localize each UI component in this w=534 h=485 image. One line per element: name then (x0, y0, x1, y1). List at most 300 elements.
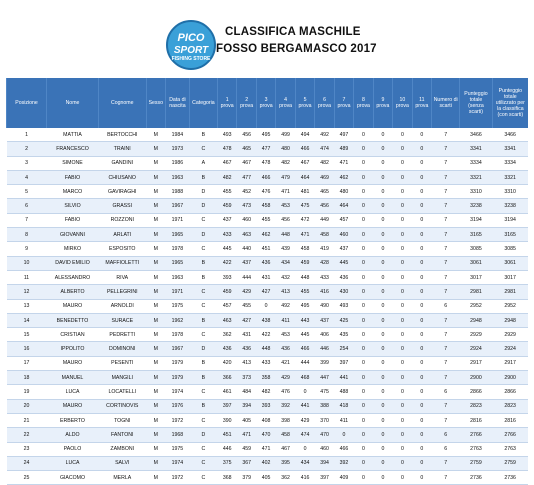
table-cell: 458 (256, 199, 275, 213)
column-header: 1 prova (217, 78, 236, 128)
logo-text-sport: SPORT (173, 45, 209, 56)
table-cell: 467 (295, 156, 314, 170)
table-cell: ARLATI (98, 228, 146, 242)
table-cell: 1988 (166, 185, 190, 199)
table-cell: 2900 (492, 371, 528, 385)
table-cell: 0 (393, 328, 412, 342)
table-cell: 0 (354, 270, 373, 284)
table-cell: 457 (217, 299, 236, 313)
table-cell: B (189, 371, 217, 385)
table-cell: 3310 (460, 185, 492, 199)
table-cell: 484 (237, 385, 256, 399)
table-cell: ALBERTO (47, 285, 99, 299)
table-cell: B (189, 313, 217, 327)
table-cell: C (189, 142, 217, 156)
table-cell: 0 (393, 413, 412, 427)
table-cell: MAFFIOLETTI (98, 256, 146, 270)
table-cell: 0 (373, 285, 392, 299)
table-cell: 0 (412, 313, 431, 327)
table-cell: 434 (295, 456, 314, 470)
table-cell: 7 (432, 328, 460, 342)
table-cell: SALVI (98, 456, 146, 470)
table-cell: 456 (276, 213, 295, 227)
table-cell: 471 (256, 442, 275, 456)
table-cell: 397 (334, 356, 353, 370)
table-cell: 17 (7, 356, 47, 370)
table-cell: 2 (7, 142, 47, 156)
table-cell: 0 (412, 428, 431, 442)
table-cell: 468 (295, 371, 314, 385)
table-cell: M (146, 342, 165, 356)
table-cell: 1 (7, 128, 47, 142)
table-row (7, 185, 529, 199)
table-cell: 445 (217, 242, 236, 256)
table-row (7, 342, 529, 356)
table-cell: C (189, 285, 217, 299)
table-cell: 429 (295, 413, 314, 427)
table-cell: 480 (276, 142, 295, 156)
table-cell: 0 (256, 299, 275, 313)
table-cell: 0 (393, 156, 412, 170)
table-cell: 436 (256, 256, 275, 270)
table-cell: 13 (7, 299, 47, 313)
table-cell: 7 (432, 170, 460, 184)
table-cell: 493 (217, 128, 236, 142)
table-cell: M (146, 442, 165, 456)
table-cell: 448 (295, 270, 314, 284)
table-cell: 467 (276, 442, 295, 456)
table-cell: 2866 (460, 385, 492, 399)
table-cell: 7 (432, 142, 460, 156)
table-cell: 3334 (460, 156, 492, 170)
table-cell: 0 (393, 371, 412, 385)
table-cell: M (146, 385, 165, 399)
table-cell: 479 (276, 170, 295, 184)
logo-text-pico: PICO (177, 32, 205, 44)
table-cell: 1971 (166, 213, 190, 227)
table-row (7, 442, 529, 456)
table-cell: 399 (315, 356, 334, 370)
column-header: 7 prova (334, 78, 353, 128)
table-cell: 467 (217, 156, 236, 170)
table-cell: 11 (7, 270, 47, 284)
table-cell: 488 (334, 385, 353, 399)
table-cell: 437 (217, 213, 236, 227)
table-cell: 398 (276, 413, 295, 427)
table-cell: 1972 (166, 413, 190, 427)
table-row (7, 270, 529, 284)
table-cell: 451 (217, 428, 236, 442)
table-cell: 1968 (166, 428, 190, 442)
table-cell: 392 (334, 456, 353, 470)
table-cell: PAOLO (47, 442, 99, 456)
table-cell: 470 (256, 428, 275, 442)
table-cell: 0 (354, 342, 373, 356)
table-cell: MERLA (98, 471, 146, 485)
table-cell: C (189, 213, 217, 227)
column-header: 11 prova (412, 78, 431, 128)
table-cell: 7 (432, 256, 460, 270)
table-cell: 475 (295, 199, 314, 213)
table-cell: 3341 (460, 142, 492, 156)
table-cell: 388 (315, 399, 334, 413)
table-cell: 431 (256, 270, 275, 284)
table-cell: 6 (432, 299, 460, 313)
table-cell: 0 (295, 385, 314, 399)
table-cell: 0 (354, 385, 373, 399)
page-title: CLASSIFICA MASCHILE (225, 26, 361, 38)
table-cell: DAVID EMILIO (47, 256, 99, 270)
table-cell: 394 (237, 399, 256, 413)
table-cell: M (146, 270, 165, 284)
table-cell: 490 (315, 299, 334, 313)
table-cell: 7 (432, 270, 460, 284)
table-cell: 416 (315, 285, 334, 299)
table-cell: M (146, 428, 165, 442)
table-cell: 3194 (460, 213, 492, 227)
table-cell: 462 (334, 170, 353, 184)
table-cell: 405 (237, 413, 256, 427)
table-cell: 469 (315, 170, 334, 184)
table-cell: 1967 (166, 199, 190, 213)
table-cell: 0 (354, 199, 373, 213)
table-cell: 471 (237, 428, 256, 442)
table-cell: 0 (373, 199, 392, 213)
table-cell: 446 (315, 342, 334, 356)
table-cell: 373 (237, 371, 256, 385)
table-cell: 0 (354, 371, 373, 385)
table-cell: D (189, 228, 217, 242)
table-cell: 2952 (492, 299, 528, 313)
table-cell: 471 (276, 185, 295, 199)
table-cell: FANTONI (98, 428, 146, 442)
table-cell: 0 (373, 428, 392, 442)
table-cell: 375 (217, 456, 236, 470)
table-cell: 1974 (166, 385, 190, 399)
table-cell: 430 (334, 285, 353, 299)
table-cell: 0 (412, 242, 431, 256)
table-cell: 0 (412, 213, 431, 227)
table-cell: 444 (295, 356, 314, 370)
table-cell: 0 (373, 356, 392, 370)
table-cell: 8 (7, 228, 47, 242)
page-subtitle: FOSSO BERGAMASCO 2017 (216, 43, 377, 55)
table-cell: MANGILI (98, 371, 146, 385)
table-cell: TOGNI (98, 413, 146, 427)
table-cell: 0 (373, 313, 392, 327)
table-cell: M (146, 456, 165, 470)
table-row (7, 456, 529, 470)
table-cell: 463 (237, 228, 256, 242)
table-cell: 495 (256, 128, 275, 142)
table-cell: 459 (217, 199, 236, 213)
table-cell: 1984 (166, 128, 190, 142)
table-cell: 418 (334, 399, 353, 413)
table-cell: 0 (373, 156, 392, 170)
table-cell: 436 (334, 270, 353, 284)
table-cell: 0 (373, 442, 392, 456)
table-cell: 0 (412, 328, 431, 342)
table-cell: 420 (217, 356, 236, 370)
table-cell: 478 (256, 156, 275, 170)
table-cell: 0 (373, 256, 392, 270)
table-cell: 459 (295, 256, 314, 270)
table-cell: 477 (237, 170, 256, 184)
table-cell: 1974 (166, 456, 190, 470)
table-cell: 413 (237, 356, 256, 370)
table-cell: 0 (354, 242, 373, 256)
table-cell: 0 (354, 185, 373, 199)
table-cell: D (189, 428, 217, 442)
table-cell: 1976 (166, 399, 190, 413)
table-cell: FABIO (47, 213, 99, 227)
table-cell: 413 (276, 285, 295, 299)
table-cell: 379 (237, 471, 256, 485)
table-cell: MATTIA (47, 128, 99, 142)
table-cell: 0 (393, 442, 412, 456)
table-cell: 1963 (166, 170, 190, 184)
table-cell: 475 (315, 385, 334, 399)
table-cell: 453 (276, 328, 295, 342)
table-cell: 431 (237, 328, 256, 342)
table-cell: 7 (432, 471, 460, 485)
table-cell: PESENTI (98, 356, 146, 370)
column-header: Punteggio totale utilizzato per la classifica (con scarti) (492, 78, 528, 128)
table-cell: 1975 (166, 442, 190, 456)
table-cell: 3017 (492, 270, 528, 284)
table-cell: 405 (256, 471, 275, 485)
table-cell: 23 (7, 442, 47, 456)
table-cell: 437 (334, 242, 353, 256)
table-cell: B (189, 356, 217, 370)
table-cell: 6 (432, 385, 460, 399)
table-cell: 482 (315, 156, 334, 170)
table-cell: 481 (295, 185, 314, 199)
table-cell: 476 (256, 185, 275, 199)
table-cell: 0 (393, 199, 412, 213)
table-cell: 0 (295, 442, 314, 456)
table-row (7, 371, 529, 385)
table-row (7, 242, 529, 256)
table-cell: 3085 (492, 242, 528, 256)
table-cell: 2759 (460, 456, 492, 470)
table-row (7, 128, 529, 142)
table-cell: CHIUSANO (98, 170, 146, 184)
table-cell: 482 (256, 385, 275, 399)
table-cell: 493 (334, 299, 353, 313)
table-cell: 437 (237, 256, 256, 270)
table-cell: 0 (354, 170, 373, 184)
table-cell: 463 (217, 313, 236, 327)
column-header: 10 prova (393, 78, 412, 128)
table-cell: 451 (256, 242, 275, 256)
table-cell: 492 (276, 299, 295, 313)
table-row (7, 299, 529, 313)
table-cell: 0 (373, 385, 392, 399)
table-cell: 437 (315, 313, 334, 327)
table-cell: 2900 (460, 371, 492, 385)
table-cell: 464 (295, 170, 314, 184)
table-cell: 370 (315, 413, 334, 427)
table-cell: 444 (237, 270, 256, 284)
table-cell: 464 (334, 199, 353, 213)
table-cell: 411 (276, 313, 295, 327)
table-cell: 409 (334, 471, 353, 485)
table-cell: 436 (217, 342, 236, 356)
table-cell: 0 (354, 442, 373, 456)
table-cell: 0 (354, 156, 373, 170)
table-cell: 2917 (460, 356, 492, 370)
table-cell: 411 (334, 413, 353, 427)
table-cell: 489 (334, 142, 353, 156)
table-cell: 0 (393, 270, 412, 284)
column-header: Punteggio totale (senza scarti) (460, 78, 492, 128)
table-cell: 406 (315, 328, 334, 342)
table-cell: 0 (393, 170, 412, 184)
table-cell: 3085 (460, 242, 492, 256)
table-cell: 1979 (166, 371, 190, 385)
table-cell: 3321 (492, 170, 528, 184)
table-cell: ZAMBONI (98, 442, 146, 456)
table-row (7, 399, 529, 413)
table-cell: 435 (334, 328, 353, 342)
table-row (7, 228, 529, 242)
table-cell: FABIO (47, 170, 99, 184)
table-cell: 460 (315, 442, 334, 456)
table-cell: 367 (237, 456, 256, 470)
table-cell: 455 (237, 299, 256, 313)
table-cell: 7 (432, 185, 460, 199)
table-row (7, 170, 529, 184)
table-cell: 0 (412, 270, 431, 284)
table-cell: 2763 (460, 442, 492, 456)
table-cell: ERBERTO (47, 413, 99, 427)
table-cell: 457 (334, 213, 353, 227)
table-cell: 3165 (492, 228, 528, 242)
table-cell: 2823 (492, 399, 528, 413)
table-cell: C (189, 413, 217, 427)
table-cell: 368 (217, 471, 236, 485)
table-cell: 0 (354, 356, 373, 370)
table-cell: 7 (432, 399, 460, 413)
table-cell: SILVIO (47, 199, 99, 213)
table-cell: 0 (373, 142, 392, 156)
table-cell: 408 (256, 413, 275, 427)
table-cell: 436 (276, 342, 295, 356)
table-cell: M (146, 356, 165, 370)
column-header: 9 prova (373, 78, 392, 128)
table-cell: M (146, 313, 165, 327)
table-cell: 0 (412, 170, 431, 184)
table-cell: M (146, 170, 165, 184)
table-cell: MANUEL (47, 371, 99, 385)
table-cell: 456 (315, 199, 334, 213)
table-cell: MAURO (47, 356, 99, 370)
table-cell: B (189, 256, 217, 270)
table-cell: 2924 (460, 342, 492, 356)
table-cell: 0 (412, 385, 431, 399)
table-cell: PEDRETTI (98, 328, 146, 342)
table-cell: 24 (7, 456, 47, 470)
table-cell: 419 (315, 242, 334, 256)
table-cell: 3238 (492, 199, 528, 213)
table-cell: 440 (237, 242, 256, 256)
table-cell: 362 (217, 328, 236, 342)
table-cell: 20 (7, 399, 47, 413)
table-row (7, 313, 529, 327)
table-cell: GRASSI (98, 199, 146, 213)
table-cell: 471 (334, 156, 353, 170)
table-cell: M (146, 142, 165, 156)
table-cell: 2981 (460, 285, 492, 299)
table-cell: 1973 (166, 142, 190, 156)
table-cell: 0 (412, 456, 431, 470)
table-cell: M (146, 413, 165, 427)
column-header: Nome (47, 78, 99, 128)
table-cell: M (146, 228, 165, 242)
table-cell: 3165 (460, 228, 492, 242)
table-cell: 474 (315, 142, 334, 156)
table-cell: 7 (432, 228, 460, 242)
table-cell: 3321 (460, 170, 492, 184)
table-cell: 0 (412, 185, 431, 199)
table-cell: 425 (334, 313, 353, 327)
table-cell: 395 (276, 456, 295, 470)
table-cell: 0 (373, 228, 392, 242)
table-cell: 0 (354, 228, 373, 242)
table-cell: 433 (256, 356, 275, 370)
table-cell: 459 (217, 285, 236, 299)
table-cell: 0 (412, 285, 431, 299)
table-cell: 0 (412, 413, 431, 427)
table-cell: 0 (393, 228, 412, 242)
table-cell: 2929 (492, 328, 528, 342)
table-cell: 0 (373, 342, 392, 356)
table-cell: 0 (412, 299, 431, 313)
column-header: Categoria (189, 78, 217, 128)
column-header: Posizione (7, 78, 47, 128)
table-cell: 2736 (460, 471, 492, 485)
table-cell: 466 (334, 442, 353, 456)
table-cell: 458 (295, 242, 314, 256)
table-cell: 0 (334, 428, 353, 442)
table-cell: 254 (334, 342, 353, 356)
table-cell: B (189, 399, 217, 413)
table-cell: 394 (315, 456, 334, 470)
table-cell: IPPOLITO (47, 342, 99, 356)
table-cell: 397 (315, 471, 334, 485)
table-cell: 1963 (166, 270, 190, 284)
column-header: 5 prova (295, 78, 314, 128)
table-cell: 465 (315, 185, 334, 199)
column-header: Cognome (98, 78, 146, 128)
table-cell: GAVIRAGHI (98, 185, 146, 199)
table-cell: 492 (315, 128, 334, 142)
table-cell: 0 (412, 442, 431, 456)
table-cell: 433 (217, 228, 236, 242)
table-cell: 0 (354, 313, 373, 327)
table-cell: 2952 (460, 299, 492, 313)
table-cell: 7 (432, 342, 460, 356)
table-cell: 397 (217, 399, 236, 413)
table-cell: 462 (256, 228, 275, 242)
table-cell: 362 (276, 471, 295, 485)
table-cell: 427 (256, 285, 275, 299)
table-cell: 422 (217, 256, 236, 270)
table-cell: 2981 (492, 285, 528, 299)
table-cell: 2866 (492, 385, 528, 399)
table-cell: GIOVANNI (47, 228, 99, 242)
